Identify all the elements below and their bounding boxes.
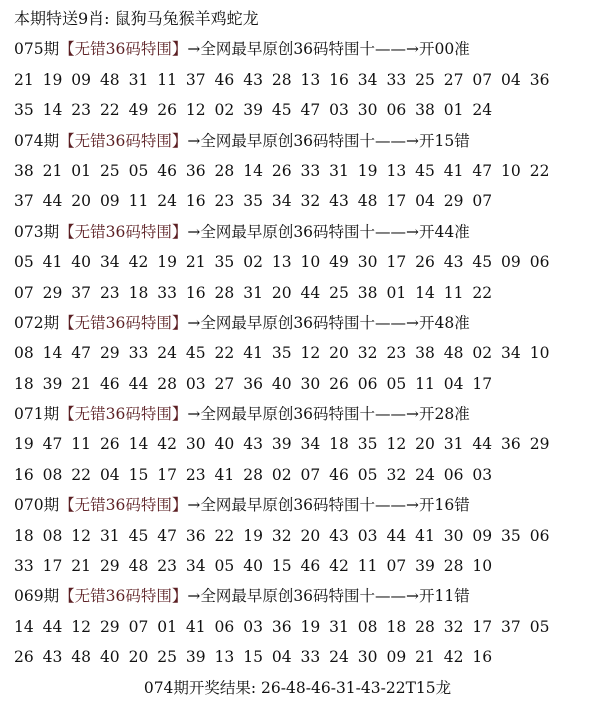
prediction-block-074	[14, 126, 595, 217]
prediction-block-072	[14, 308, 595, 399]
block-desc: →全网最早原创36码特围十——→开00准	[187, 40, 470, 59]
period-label: 073期	[14, 222, 60, 241]
block-title: 【无错36码特围】	[59, 405, 188, 424]
period-label: 069期	[14, 587, 60, 606]
period-line	[14, 308, 595, 338]
period-line	[14, 217, 595, 247]
block-desc: →全网最早原创36码特围十——→开11错	[187, 587, 470, 606]
number-row: 19 47 11 26 14 42 30 40 43 39 34 18 35 12 20 31 44 36 29	[14, 435, 550, 454]
number-row: 18 39 21 46 44 28 03 27 36 40 30 26 06 05 11 04 17	[14, 374, 493, 393]
period-line	[14, 34, 595, 64]
prediction-block-070	[14, 490, 595, 581]
number-row: 35 14 23 22 49 26 12 02 39 45 47 03 30 06 38 01 24	[14, 101, 493, 120]
period-label: 071期	[14, 405, 60, 424]
block-desc: →全网最早原创36码特围十——→开48准	[187, 313, 470, 332]
header-line: 本期特送9肖: 鼠狗马兔猴羊鸡蛇龙	[14, 9, 259, 28]
number-row: 08 14 47 29 33 24 45 22 41 35 12 20 32 23 38 48 02 34 10	[14, 344, 550, 363]
number-row: 16 08 22 04 15 17 23 41 28 02 07 46 05 32 24 06 03	[14, 465, 493, 484]
period-label: 074期	[14, 131, 60, 150]
number-row: 38 21 01 25 05 46 36 28 14 26 33 31 19 13 45 41 47 10 22	[14, 161, 550, 180]
prediction-block-075	[14, 34, 595, 125]
number-row: 37 44 20 09 11 24 16 23 35 34 32 43 48 17 04 29 07	[14, 192, 493, 211]
number-row: 14 44 12 29 07 01 41 06 03 36 19 31 08 18 28 32 17 37 05	[14, 617, 550, 636]
block-title: 【无错36码特围】	[59, 131, 188, 150]
block-title: 【无错36码特围】	[59, 222, 188, 241]
period-label: 075期	[14, 40, 60, 59]
period-line	[14, 399, 595, 429]
block-desc: →全网最早原创36码特围十——→开16错	[187, 496, 470, 515]
period-label: 072期	[14, 313, 60, 332]
block-title: 【无错36码特围】	[59, 40, 188, 59]
number-row: 05 41 40 34 42 19 21 35 02 13 10 49 30 17 26 43 45 09 06	[14, 253, 550, 272]
block-desc: →全网最早原创36码特围十——→开28准	[187, 405, 470, 424]
block-title: 【无错36码特围】	[59, 313, 188, 332]
period-line	[14, 581, 595, 611]
prediction-block-069	[14, 581, 595, 672]
block-title: 【无错36码特围】	[59, 496, 188, 515]
period-line	[14, 490, 595, 520]
block-title: 【无错36码特围】	[59, 587, 188, 606]
prediction-block-073	[14, 217, 595, 308]
block-desc: →全网最早原创36码特围十——→开15错	[187, 131, 470, 150]
number-row: 18 08 12 31 45 47 36 22 19 32 20 43 03 44 41 30 09 35 06	[14, 526, 550, 545]
number-row: 26 43 48 40 20 25 39 13 15 04 33 24 30 09 21 42 16	[14, 648, 493, 667]
number-row: 21 19 09 48 31 11 37 46 43 28 13 16 34 33 25 27 07 04 36	[14, 70, 550, 89]
period-line	[14, 126, 595, 156]
number-row: 33 17 21 29 48 23 34 05 40 15 46 42 11 07 39 28 10	[14, 557, 493, 576]
draw-result-footer: 074期开奖结果: 26-48-46-31-43-22T15龙	[143, 678, 452, 697]
number-row: 07 29 37 23 18 33 16 28 31 20 44 25 38 01 14 11 22	[14, 283, 493, 302]
period-label: 070期	[14, 496, 60, 515]
prediction-block-071	[14, 399, 595, 490]
block-desc: →全网最早原创36码特围十——→开44准	[187, 222, 470, 241]
